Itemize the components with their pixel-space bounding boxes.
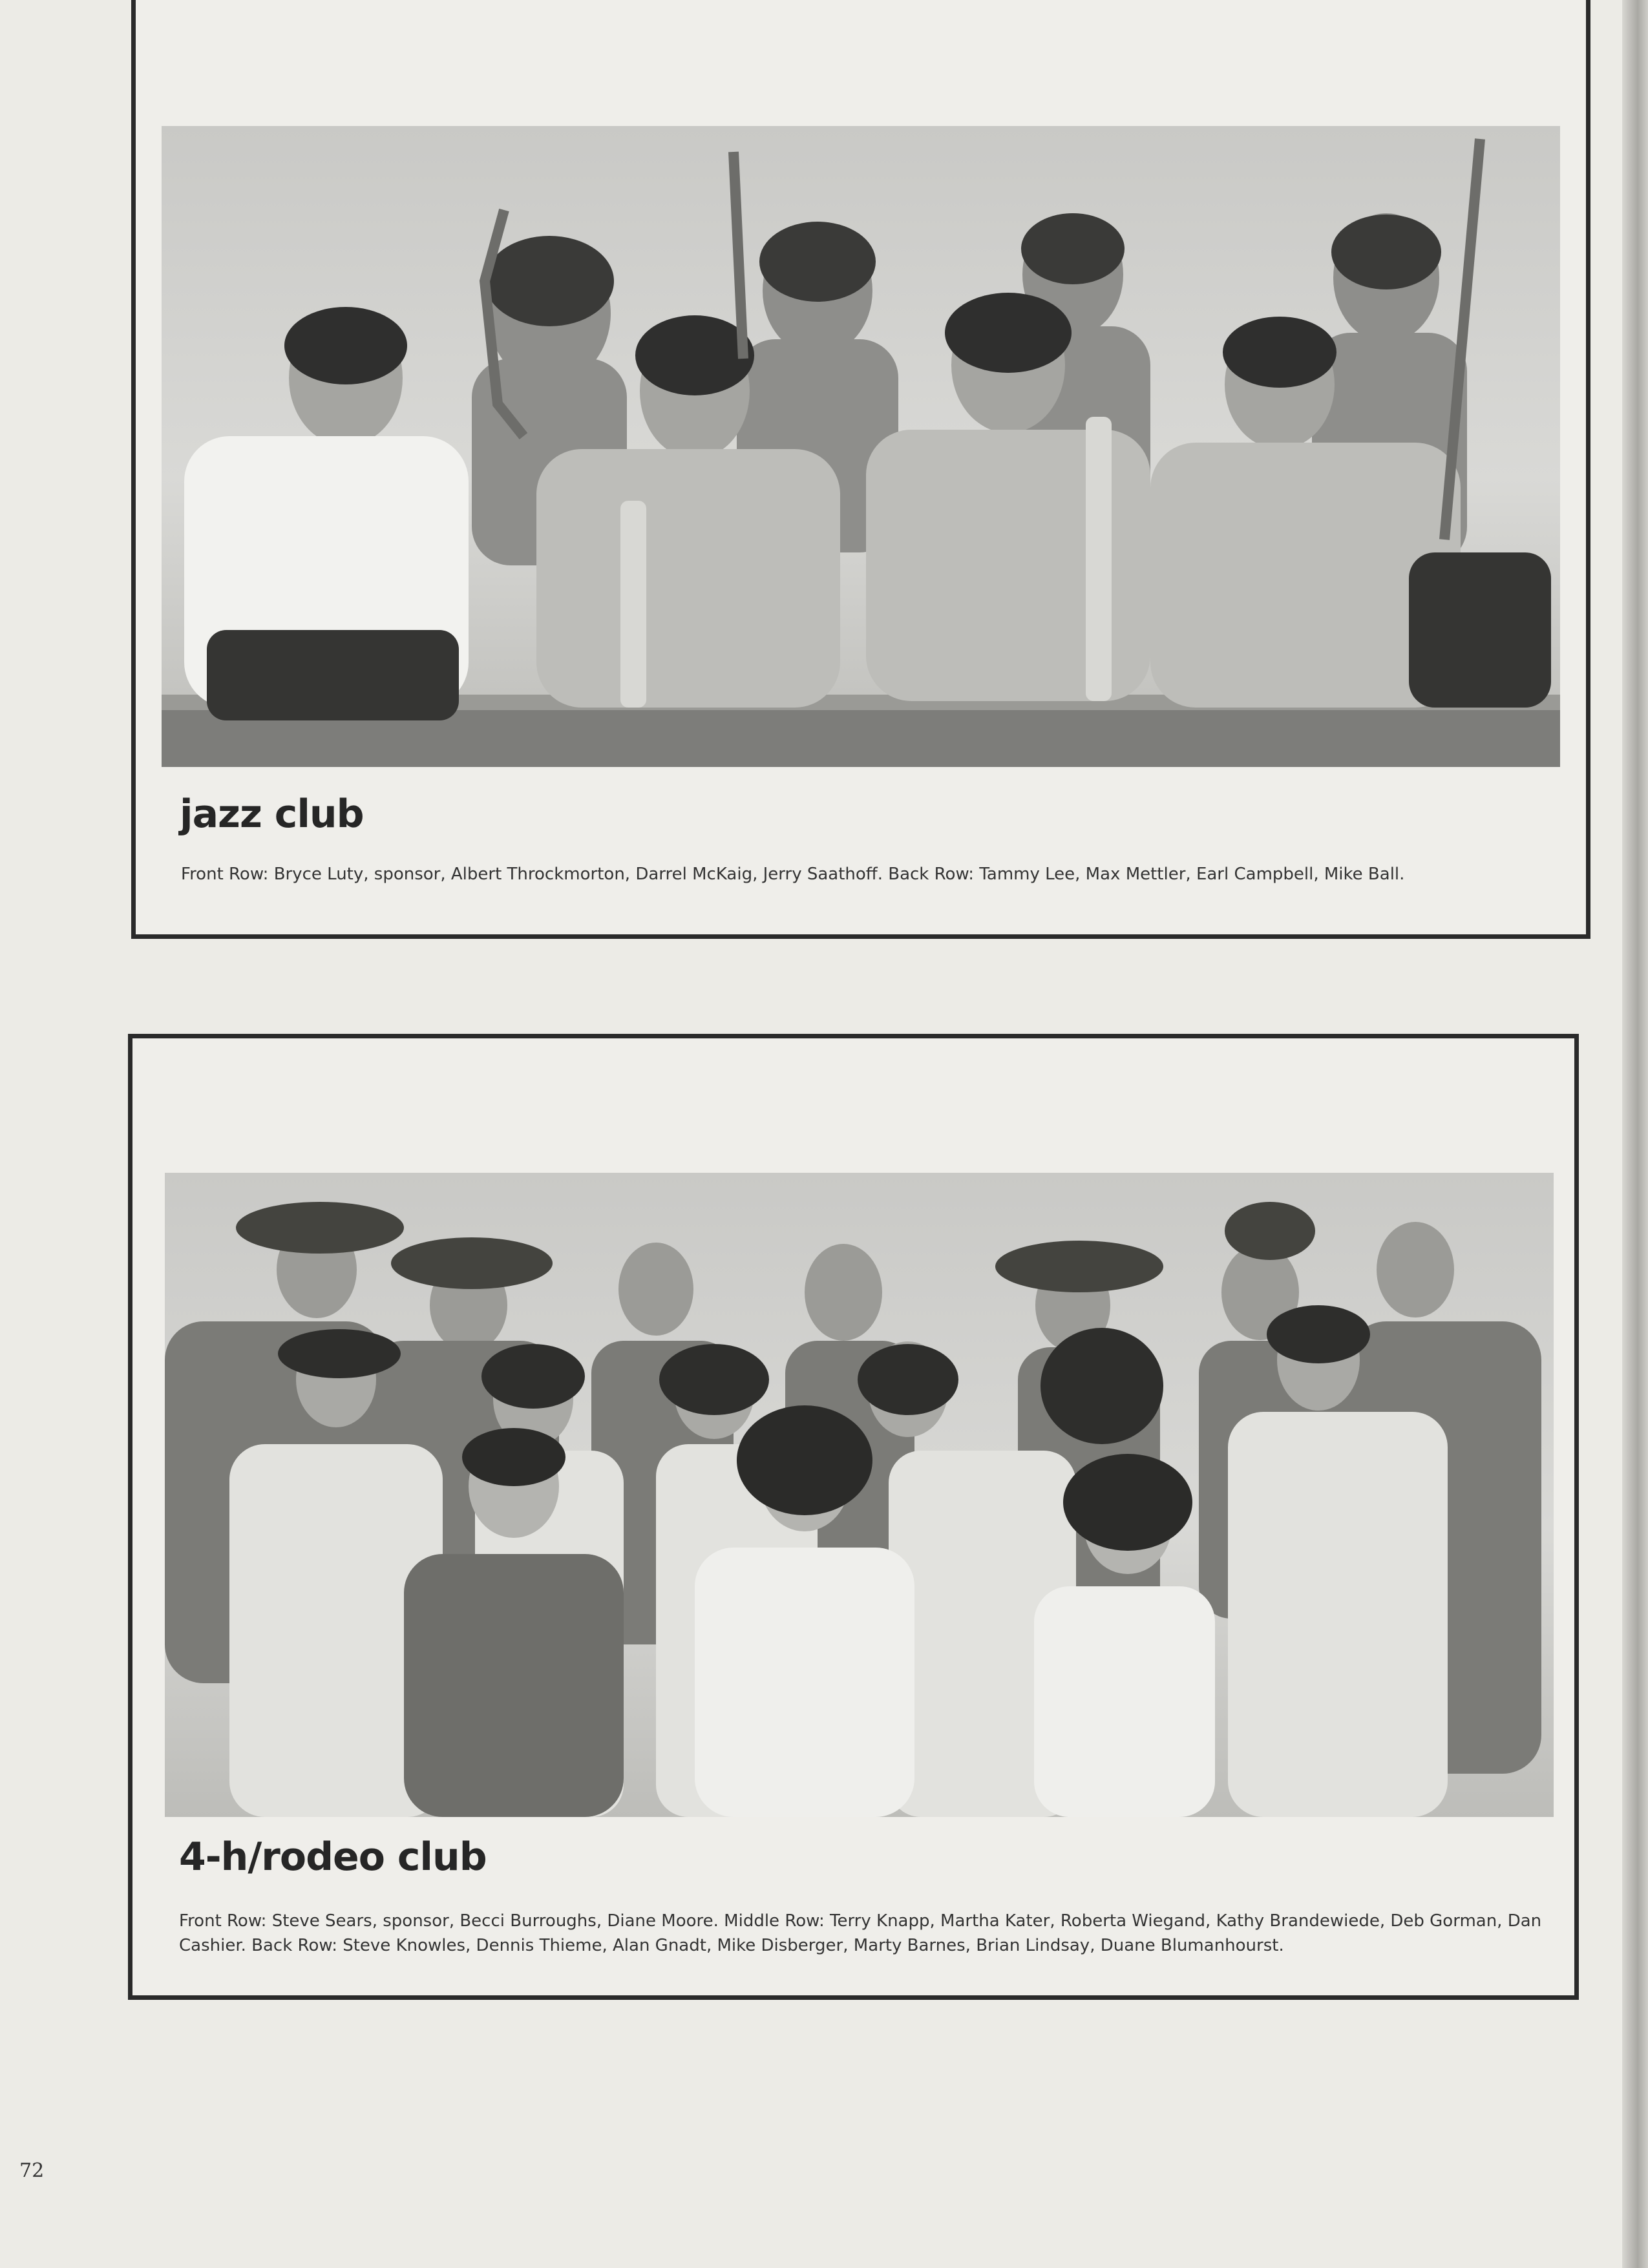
jazz-club-title: jazz club (180, 792, 364, 837)
rodeo-club-caption: Front Row: Steve Sears, sponsor, Becci Burroughs, Diane Moore. Middle Row: Terry Knapp, Martha Kater, Roberta Wiegand, Kathy Brandewiede, Deb Gorman, Dan Cashier. Back Row: Steve Knowles, Dennis Thieme, Alan Gnadt, Mike Disberger, Marty Barnes, Brian Lindsay, Duane Blumanhourst. (179, 1911, 1542, 1955)
rodeo-club-group-photo (165, 1173, 1554, 1817)
page-number: 72 (19, 2159, 45, 2182)
jazz-club-panel (131, 0, 1590, 939)
rodeo-club-photo-illustration (165, 1173, 1554, 1817)
binding-edge (1622, 0, 1648, 2268)
jazz-club-group-photo (162, 126, 1560, 767)
rodeo-club-panel (128, 1034, 1579, 2000)
rodeo-club-title: 4-h/rodeo club (179, 1834, 487, 1880)
jazz-club-photo-illustration (162, 126, 1560, 767)
jazz-club-caption: Front Row: Bryce Luty, sponsor, Albert Throckmorton, Darrel McKaig, Jerry Saathoff. Back Row: Tammy Lee, Max Mettler, Earl Campbell, Mike Ball. (181, 865, 1405, 884)
